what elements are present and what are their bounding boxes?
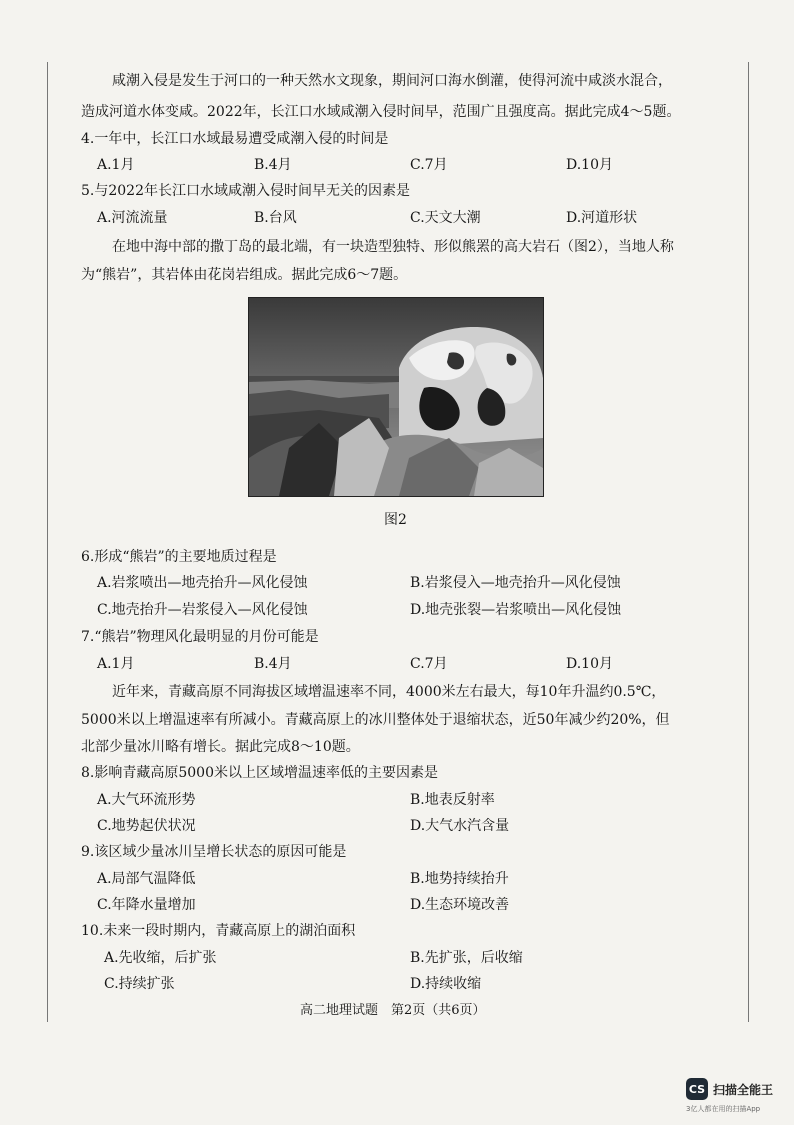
q9-option-d: D.生态环境改善 (410, 897, 510, 913)
q6-stem: 6.形成“熊岩”的主要地质过程是 (81, 549, 277, 565)
q8-stem: 8.影响青藏高原5000米以上区域增温速率低的主要因素是 (81, 765, 438, 781)
q7-option-a: A.1月 (97, 656, 135, 672)
q8-option-d: D.大气水汽含量 (410, 818, 510, 834)
q7-option-c: C.7月 (410, 656, 448, 672)
q10-stem: 10.未来一段时期内，青藏高原上的湖泊面积 (81, 923, 356, 939)
scanner-tagline: 3亿人都在用的扫描App (686, 1105, 761, 1113)
passage3-line3: 北部少量冰川略有增长。据此完成8～10题。 (81, 739, 360, 755)
q10-option-b: B.先扩张，后收缩 (410, 950, 523, 966)
passage2-line1: 在地中海中部的撒丁岛的最北端，有一块造型独特、形似熊罴的高大岩石（图2），当地人称 (112, 239, 674, 255)
q4-stem: 4.一年中，长江口水域最易遭受咸潮入侵的时间是 (81, 131, 389, 147)
bear-rock-photo (248, 297, 544, 497)
passage1-line1: 咸潮入侵是发生于河口的一种天然水文现象，期间河口海水倒灌，使得河流中咸淡水混合， (112, 73, 672, 89)
q8-option-a: A.大气环流形势 (97, 792, 196, 808)
passage3-line2: 5000米以上增温速率有所减小。青藏高原上的冰川整体处于退缩状态，近50年减少约20%，但 (81, 712, 670, 728)
q4-option-d: D.10月 (566, 157, 613, 173)
q6-option-d: D.地壳张裂—岩浆喷出—风化侵蚀 (410, 602, 622, 618)
q6-option-b: B.岩浆侵入—地壳抬升—风化侵蚀 (410, 575, 621, 591)
page-edge-right (748, 62, 749, 1022)
q5-stem: 5.与2022年长江口水域咸潮入侵时间早无关的因素是 (81, 183, 410, 199)
q7-stem: 7.“熊岩”物理风化最明显的月份可能是 (81, 629, 319, 645)
q6-option-c: C.地壳抬升—岩浆侵入—风化侵蚀 (97, 602, 308, 618)
q8-option-b: B.地表反射率 (410, 792, 495, 808)
q7-option-b: B.4月 (254, 656, 292, 672)
page-edge-left (47, 62, 48, 1022)
q5-option-a: A.河流流量 (97, 210, 168, 226)
figure-caption: 图2 (384, 512, 407, 528)
q5-option-b: B.台风 (254, 210, 297, 226)
q5-option-c: C.天文大潮 (410, 210, 481, 226)
q4-option-c: C.7月 (410, 157, 448, 173)
q9-option-a: A.局部气温降低 (97, 871, 196, 887)
passage2-line2: 为“熊岩”，其岩体由花岗岩组成。据此完成6～7题。 (81, 267, 408, 283)
q4-option-b: B.4月 (254, 157, 292, 173)
q4-option-a: A.1月 (97, 157, 135, 173)
q7-option-d: D.10月 (566, 656, 613, 672)
q10-option-d: D.持续收缩 (410, 976, 482, 992)
q6-option-a: A.岩浆喷出—地壳抬升—风化侵蚀 (97, 575, 308, 591)
passage1-line2: 造成河道水体变咸。2022年，长江口水域咸潮入侵时间早，范围广且强度高。据此完成4～5题。 (81, 104, 681, 120)
scanner-watermark (686, 1078, 773, 1100)
cs-logo-icon: CS (686, 1078, 708, 1100)
q5-option-d: D.河道形状 (566, 210, 638, 226)
q9-stem: 9.该区域少量冰川呈增长状态的原因可能是 (81, 844, 347, 860)
page-footer: 高二地理试题 第2页（共6页） (300, 1003, 486, 1018)
q9-option-b: B.地势持续抬升 (410, 871, 509, 887)
q8-option-c: C.地势起伏状况 (97, 818, 196, 834)
q9-option-c: C.年降水量增加 (97, 897, 196, 913)
passage3-line1: 近年来，青藏高原不同海拔区域增温速率不同，4000米左右最大，每10年升温约0.5℃， (112, 684, 666, 700)
scanner-app-name: 扫描全能王 (713, 1082, 774, 1097)
q10-option-c: C.持续扩张 (104, 976, 175, 992)
q10-option-a: A.先收缩，后扩张 (104, 950, 217, 966)
